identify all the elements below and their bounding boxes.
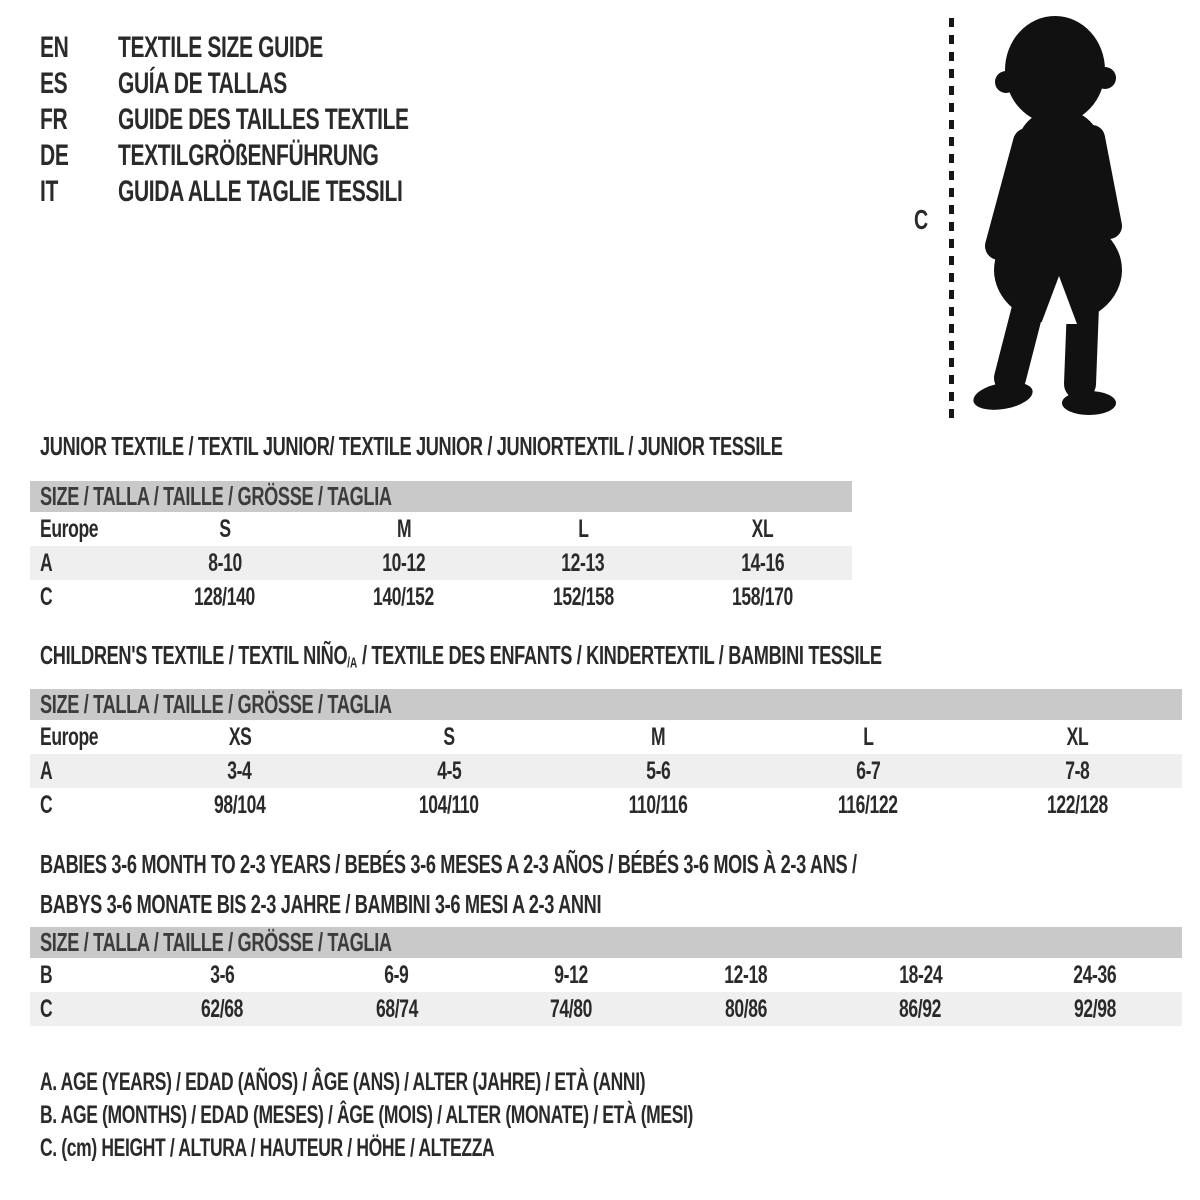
size-cell — [344, 791, 553, 820]
size-cell — [484, 961, 659, 990]
row-label-text: B — [40, 960, 53, 989]
size-cell-text: 10-12 — [382, 548, 426, 577]
row-label-text: C — [40, 790, 53, 819]
language-row-es — [40, 66, 533, 102]
size-cell-text: 6-9 — [384, 960, 409, 989]
row-label-text: C — [40, 582, 53, 611]
size-header-bar — [30, 689, 1182, 720]
toddler-figure — [905, 12, 1185, 426]
footnote-a — [40, 1066, 973, 1099]
size-cell-text: 7-8 — [1065, 756, 1090, 785]
size-cell-text: 98/104 — [213, 790, 266, 819]
size-cell-text: XL — [751, 514, 774, 543]
junior-section-title-text: JUNIOR TEXTILE / TEXTIL JUNIOR/ TEXTILE JUNIOR / JUNIORTEXTIL / JUNIOR TESSILE — [40, 431, 783, 461]
footnote-legend — [40, 1066, 973, 1165]
size-cell — [135, 583, 314, 612]
size-cell-text: 68/74 — [375, 994, 418, 1023]
row-label-text: C — [40, 994, 53, 1023]
row-label — [30, 791, 135, 820]
row-label — [30, 515, 135, 544]
babies-title-line-1 — [40, 849, 1200, 889]
size-cell — [494, 515, 673, 544]
row-label — [30, 549, 135, 578]
size-cell — [1008, 995, 1183, 1024]
row-label-text: Europe — [40, 514, 99, 543]
size-cell — [314, 583, 493, 612]
size-cell — [135, 549, 314, 578]
size-cell — [484, 995, 659, 1024]
language-title-list — [40, 30, 533, 210]
size-cell — [973, 723, 1182, 752]
size-cell-text: 6-7 — [855, 756, 881, 785]
row-label-text: A — [40, 756, 53, 785]
footnote-c — [40, 1132, 973, 1165]
children-size-table — [30, 689, 1182, 822]
size-cell-text: L — [577, 514, 589, 543]
size-cell — [659, 961, 834, 990]
size-header-text: SIZE / TALLA / TAILLE / GRÖSSE / TAGLIA — [40, 927, 392, 957]
children-title-subscript: /A — [347, 655, 358, 672]
size-cell — [135, 995, 310, 1024]
height-measure-label — [911, 204, 931, 236]
row-label — [30, 995, 135, 1024]
row-label-text: Europe — [40, 722, 99, 751]
size-cell — [673, 583, 852, 612]
table-row — [30, 754, 1182, 788]
size-cell-text: 8-10 — [207, 548, 242, 577]
junior-section-title — [40, 431, 1101, 461]
language-code-text: FR — [40, 103, 68, 136]
size-cell-text: 74/80 — [550, 994, 593, 1023]
row-label — [30, 757, 135, 786]
size-cell-text: XS — [228, 722, 252, 751]
size-cell — [659, 995, 834, 1024]
table-row — [30, 720, 1182, 754]
size-cell-text: 4-5 — [436, 756, 462, 785]
children-section-title — [40, 640, 1200, 679]
table-row — [30, 992, 1182, 1026]
junior-size-table — [30, 481, 852, 614]
guide-title-text: TEXTILE SIZE GUIDE — [118, 31, 323, 64]
language-code — [40, 31, 118, 65]
size-header-bar — [30, 481, 852, 512]
table-row — [30, 546, 852, 580]
row-label — [30, 723, 135, 752]
size-cell — [344, 757, 553, 786]
size-header-text: SIZE / TALLA / TAILLE / GRÖSSE / TAGLIA — [40, 689, 392, 719]
language-code — [40, 139, 118, 173]
language-code — [40, 175, 118, 209]
table-rows — [30, 720, 1182, 822]
language-row-fr — [40, 102, 533, 138]
language-code-text: IT — [40, 175, 58, 208]
size-cell-text: M — [396, 514, 411, 543]
guide-title — [118, 67, 359, 101]
guide-title-text: GUIDE DES TAILLES TEXTILE — [118, 103, 409, 136]
language-row-de — [40, 138, 533, 174]
size-cell — [1008, 961, 1183, 990]
table-rows — [30, 958, 1182, 1026]
language-row-en — [40, 30, 533, 66]
size-cell — [135, 961, 310, 990]
size-cell-text: L — [862, 722, 874, 751]
guide-title — [118, 103, 533, 137]
size-cell — [833, 961, 1008, 990]
size-cell-text: 116/122 — [837, 790, 898, 819]
size-cell-text: 104/110 — [419, 790, 480, 819]
size-cell — [310, 995, 485, 1024]
size-cell — [763, 791, 972, 820]
guide-title — [118, 139, 490, 173]
size-cell-text: 92/98 — [1073, 994, 1116, 1023]
guide-title-text: GUÍA DE TALLAS — [118, 67, 287, 100]
size-cell — [135, 757, 344, 786]
height-measure-dashed-line — [949, 18, 954, 420]
size-cell-text: 86/92 — [899, 994, 942, 1023]
guide-title-text: GUIDA ALLE TAGLIE TESSILI — [118, 175, 403, 208]
size-cell-text: 3-6 — [210, 960, 235, 989]
size-cell-text: 140/152 — [373, 582, 435, 611]
language-code-text: EN — [40, 31, 69, 64]
babies-title-line-2-text: BABYS 3-6 MONATE BIS 2-3 JAHRE / BAMBINI 3-6 MESI A 2-3 ANNI — [40, 889, 602, 919]
size-cell — [673, 515, 852, 544]
height-measure-label-text: C — [913, 204, 928, 235]
guide-title — [118, 31, 411, 65]
size-cell — [494, 549, 673, 578]
size-cell — [673, 549, 852, 578]
size-cell — [973, 791, 1182, 820]
language-code — [40, 67, 118, 101]
table-row — [30, 580, 852, 614]
size-cell-text: 24-36 — [1073, 960, 1117, 989]
size-header-bar — [30, 927, 1182, 958]
size-cell — [554, 757, 763, 786]
size-cell — [973, 757, 1182, 786]
size-cell-text: M — [651, 722, 666, 751]
size-cell-text: 110/116 — [629, 790, 688, 819]
size-cell-text: 18-24 — [898, 960, 942, 989]
table-rows — [30, 512, 852, 614]
footnote-c-text: C. (cm) HEIGHT / ALTURA / HAUTEUR / HÖHE / ALTEZZA — [40, 1134, 495, 1162]
table-row — [30, 788, 1182, 822]
children-title-prefix: CHILDREN'S TEXTILE / TEXTIL NIÑO — [40, 640, 348, 670]
size-cell-text: 122/128 — [1046, 790, 1108, 819]
size-cell — [763, 723, 972, 752]
size-cell — [310, 961, 485, 990]
footnote-a-text: A. AGE (YEARS) / EDAD (AÑOS) / ÂGE (ANS) / ALTER (JAHRE) / ETÀ (ANNI) — [40, 1068, 646, 1096]
size-cell — [554, 723, 763, 752]
guide-title — [118, 175, 524, 209]
size-cell-text: 3-4 — [227, 756, 252, 785]
language-code-text: DE — [40, 139, 69, 172]
size-cell-text: 12-13 — [561, 548, 605, 577]
footnote-b — [40, 1099, 973, 1132]
size-cell-text: 14-16 — [740, 548, 784, 577]
size-cell-text: 9-12 — [554, 960, 589, 989]
footnote-b-text: B. AGE (MONTHS) / EDAD (MESES) / ÂGE (MOIS) / ALTER (MONATE) / ETÀ (MESI) — [40, 1101, 694, 1129]
size-cell-text: 158/170 — [731, 582, 793, 611]
table-row — [30, 958, 1182, 992]
size-cell — [494, 583, 673, 612]
table-row — [30, 512, 852, 546]
guide-title-text: TEXTILGRÖßENFÜHRUNG — [118, 139, 379, 172]
size-cell-text: S — [443, 722, 455, 751]
size-cell-text: XL — [1066, 722, 1089, 751]
size-cell — [833, 995, 1008, 1024]
size-cell-text: S — [218, 514, 231, 543]
size-cell — [344, 723, 553, 752]
babies-title-line-2 — [40, 889, 1200, 929]
toddler-silhouette-icon — [965, 14, 1145, 424]
babies-section-title — [40, 849, 1200, 929]
babies-title-line-1-text: BABIES 3-6 MONTH TO 2-3 YEARS / BEBÉS 3-6 MESES A 2-3 AÑOS / BÉBÉS 3-6 MOIS À 2-3 ANS / — [40, 849, 857, 879]
language-code-text: ES — [40, 67, 68, 100]
size-cell — [554, 791, 763, 820]
size-cell — [314, 515, 493, 544]
children-section-title-text — [40, 640, 882, 679]
size-cell — [314, 549, 493, 578]
size-cell-text: 62/68 — [201, 994, 244, 1023]
size-cell-text: 128/140 — [194, 582, 256, 611]
size-cell — [763, 757, 972, 786]
size-cell — [135, 515, 314, 544]
size-header-text: SIZE / TALLA / TAILLE / GRÖSSE / TAGLIA — [40, 481, 392, 511]
size-cell-text: 80/86 — [724, 994, 767, 1023]
size-cell-text: 12-18 — [724, 960, 768, 989]
size-cell — [135, 723, 344, 752]
row-label — [30, 961, 135, 990]
language-row-it — [40, 174, 533, 210]
row-label-text: A — [40, 548, 53, 577]
size-cell-text: 5-6 — [646, 756, 671, 785]
children-title-suffix: / TEXTILE DES ENFANTS / KINDERTEXTIL / BAMBINI TESSILE — [357, 640, 882, 670]
size-cell — [135, 791, 344, 820]
language-code — [40, 103, 118, 137]
size-cell-text: 152/158 — [552, 582, 614, 611]
babies-size-table — [30, 927, 1182, 1026]
row-label — [30, 583, 135, 612]
